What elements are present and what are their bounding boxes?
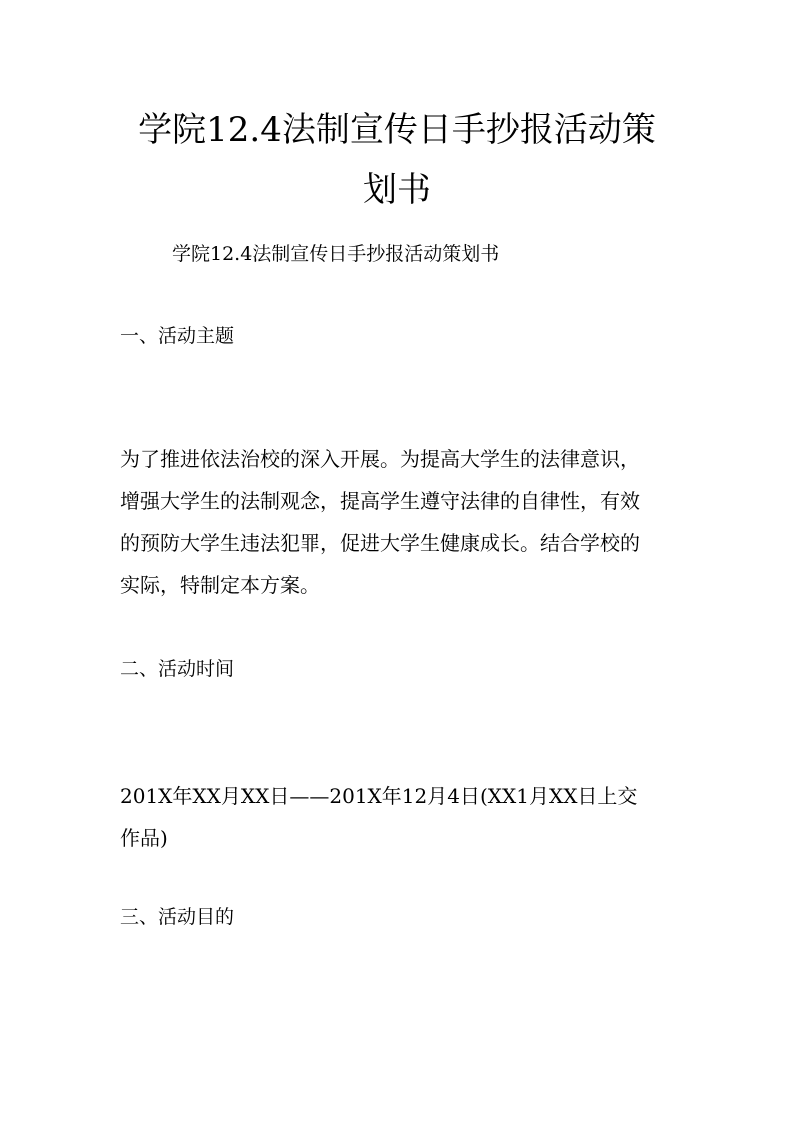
section-heading-purpose: 三、活动目的 xyxy=(120,906,235,928)
paragraph-line: 作品) xyxy=(120,826,168,850)
paragraph-line: 实际，特制定本方案。 xyxy=(120,573,320,597)
section-heading-time: 二、活动时间 xyxy=(120,658,235,680)
section-paragraph-time xyxy=(120,775,690,859)
document-title-line-2: 划书 xyxy=(363,170,431,210)
section-paragraph-theme xyxy=(120,438,690,606)
paragraph-line: 201X年XX月XX日——201X年12月4日(XX1月XX日上交 xyxy=(120,784,638,808)
document-title-line-1: 学院12.4法制宣传日手抄报活动策 xyxy=(138,110,656,150)
paragraph-line: 的预防大学生违法犯罪，促进大学生健康成长。结合学校的 xyxy=(120,531,640,555)
paragraph-line: 增强大学生的法制观念，提高学生遵守法律的自律性，有效 xyxy=(120,489,640,513)
document-subtitle: 学院12.4法制宣传日手抄报活动策划书 xyxy=(172,243,500,265)
section-heading-theme: 一、活动主题 xyxy=(120,325,235,347)
paragraph-line: 为了推进依法治校的深入开展。为提高大学生的法律意识， xyxy=(120,447,640,471)
